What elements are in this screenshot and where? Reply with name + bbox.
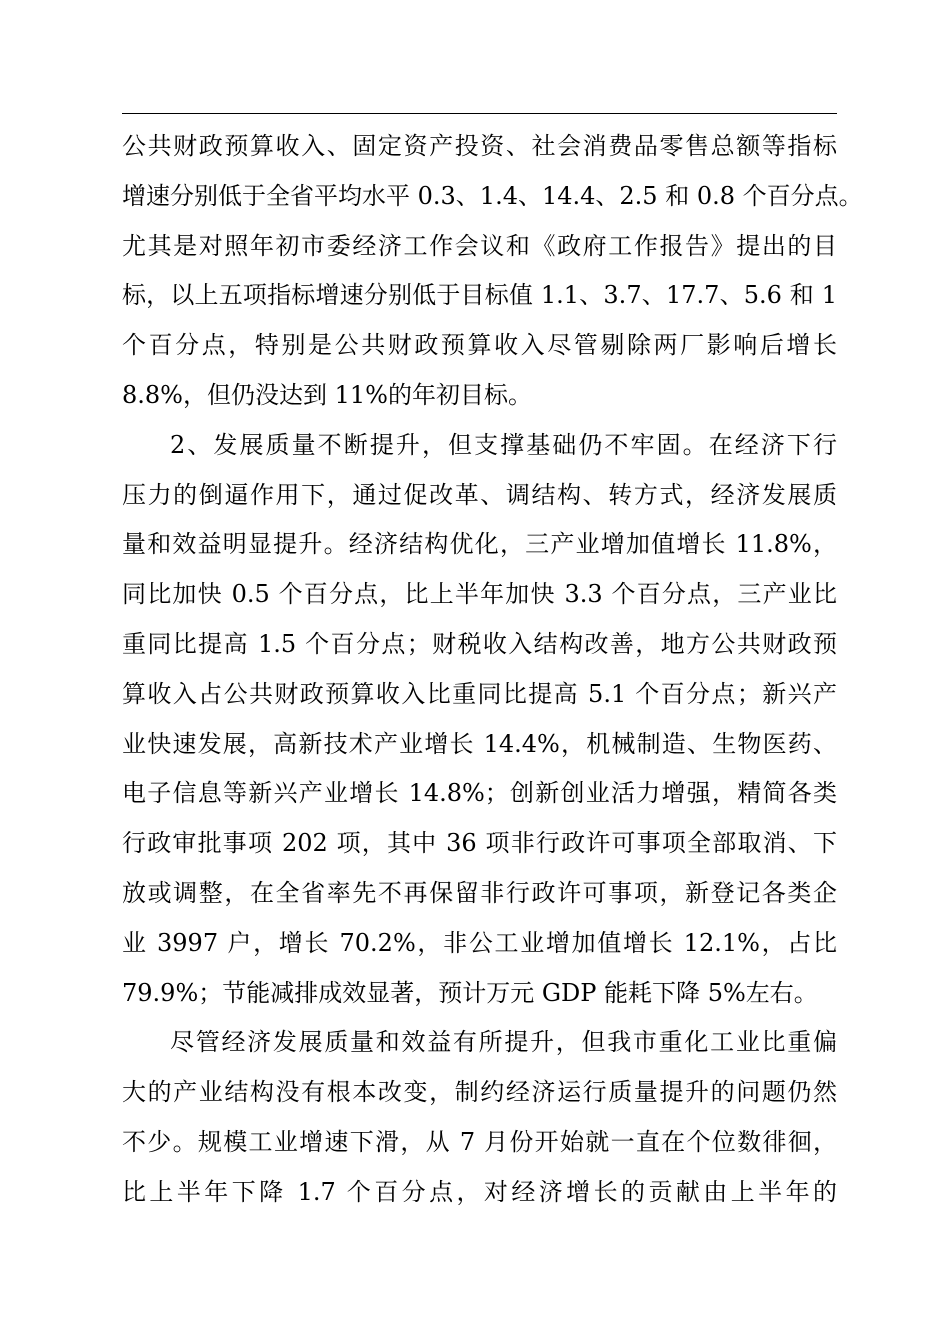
text-line: 79.9%；节能减排成效显著，预计万元 GDP 能耗下降 5%左右。 [122, 978, 818, 1007]
text-line: 行政审批事项 202 项，其中 36 项非行政许可事项全部取消、下 [122, 829, 837, 858]
text-line: 算收入占公共财政预算收入比重同比提高 5.1 个百分点；新兴产 [122, 679, 837, 708]
text-line: 个百分点，特别是公共财政预算收入尽管剔除两厂影响后增长 [122, 331, 837, 360]
document-body [122, 122, 863, 1218]
text-line: 标，以上五项指标增速分别低于目标值 1.1、3.7、17.7、5.6 和 1 [122, 281, 837, 310]
text-line: 压力的倒逼作用下，通过促改革、调结构、转方式，经济发展质 [122, 480, 837, 509]
text-line: 不少。规模工业增速下滑，从 7 月份开始就一直在个位数徘徊， [122, 1127, 837, 1156]
text-line: 2、发展质量不断提升，但支撑基础仍不牢固。在经济下行 [170, 430, 837, 459]
text-line: 重同比提高 1.5 个百分点；财税收入结构改善，地方公共财政预 [122, 629, 837, 658]
text-line: 公共财政预算收入、固定资产投资、社会消费品零售总额等指标 [122, 132, 837, 160]
text-line: 8.8%，但仍没达到 11%的年初目标。 [122, 380, 532, 409]
header-rule [122, 113, 837, 114]
text-line: 电子信息等新兴产业增长 14.8%；创新创业活力增强，精简各类 [122, 779, 837, 808]
text-line: 尽管经济发展质量和效益有所提升，但我市重化工业比重偏 [170, 1028, 837, 1057]
text-line: 尤其是对照年初市委经济工作会议和《政府工作报告》提出的目 [122, 231, 837, 260]
text-line: 大的产业结构没有根本改变，制约经济运行质量提升的问题仍然 [122, 1078, 837, 1107]
text-line: 比上半年下降 1.7 个百分点，对经济增长的贡献由上半年的 [122, 1177, 837, 1206]
text-line: 量和效益明显提升。经济结构优化，三产业增加值增长 11.8%， [122, 530, 837, 559]
text-line: 同比加快 0.5 个百分点，比上半年加快 3.3 个百分点，三产业比 [122, 580, 837, 609]
text-line: 放或调整，在全省率先不再保留非行政许可事项，新登记各类企 [122, 878, 837, 907]
text-line: 增速分别低于全省平均水平 0.3、1.4、14.4、2.5 和 0.8 个百分点。 [122, 181, 863, 210]
text-line: 业快速发展，高新技术产业增长 14.4%，机械制造、生物医药、 [122, 729, 837, 758]
text-line: 业 3997 户，增长 70.2%，非公工业增加值增长 12.1%，占比 [122, 928, 837, 957]
